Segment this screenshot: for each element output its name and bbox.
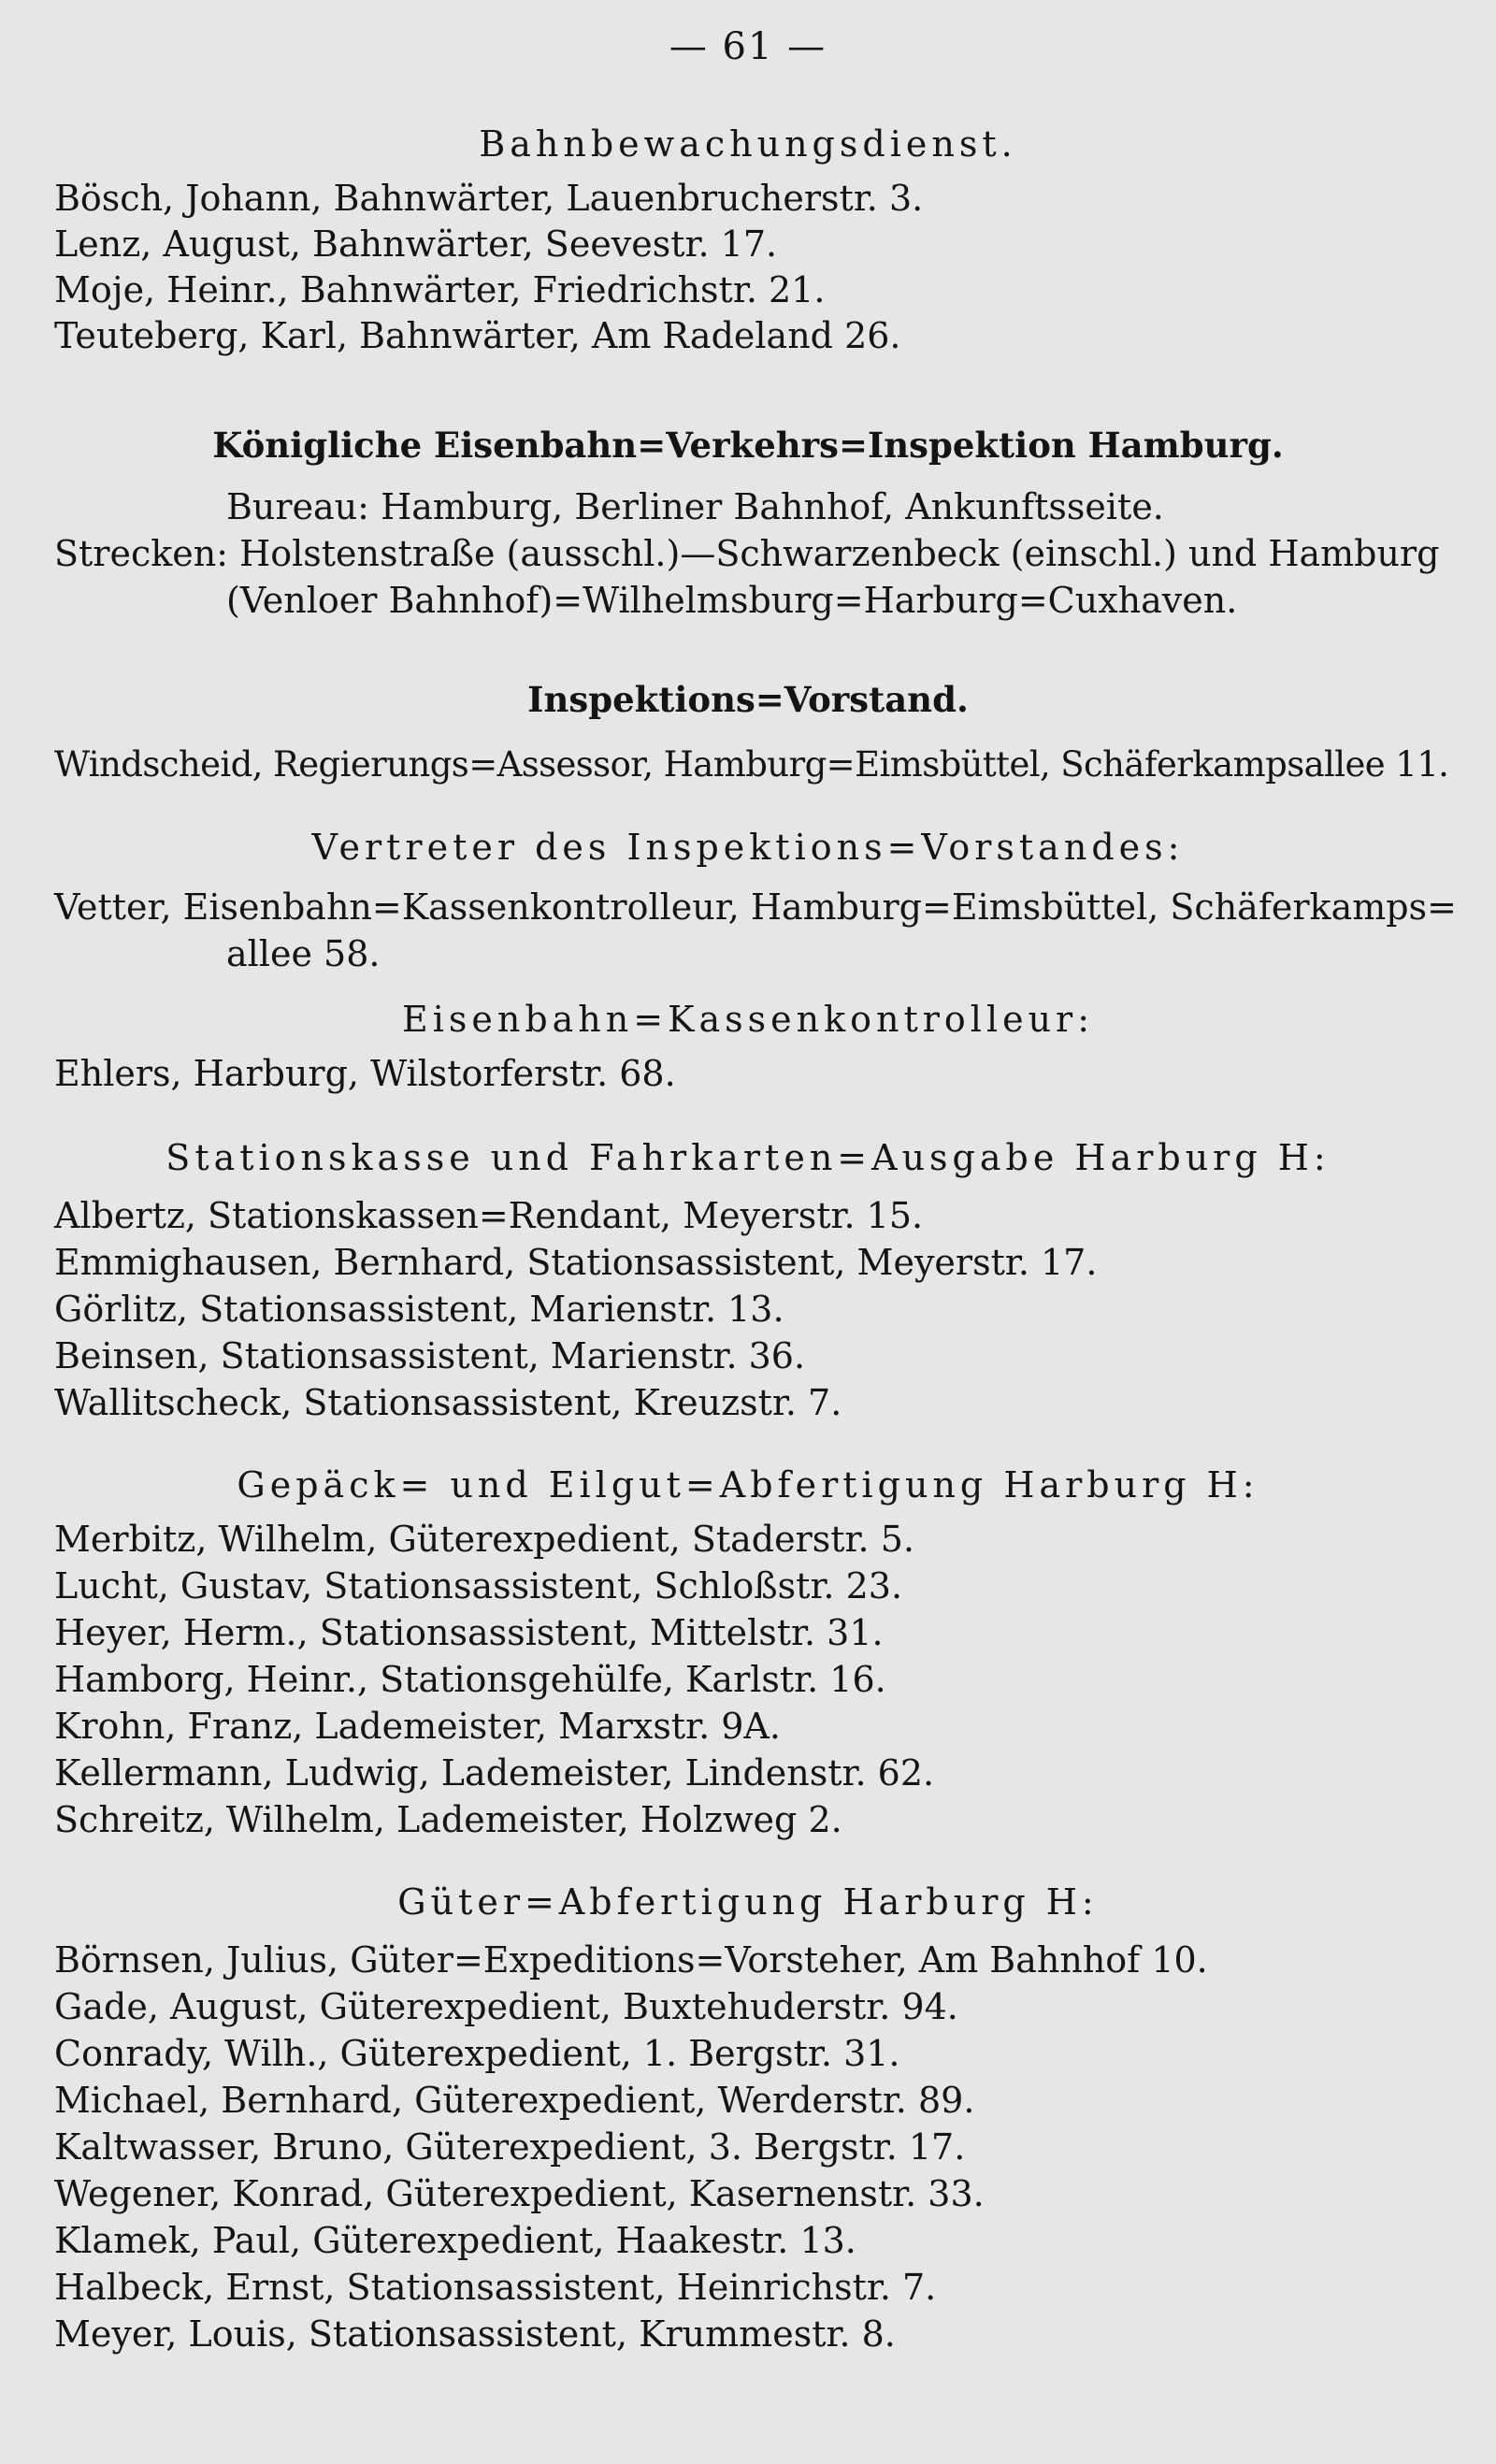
entry-line: Lenz, August, Bahnwärter, Seevestr. 17. bbox=[54, 223, 778, 265]
section-heading-inspektion bbox=[0, 423, 1496, 468]
section-heading-vertreter bbox=[0, 825, 1496, 870]
section-heading-kassenkontrolleur bbox=[0, 997, 1496, 1042]
bureau-line: Bureau: Hamburg, Berliner Bahnhof, Ankunftsseite. bbox=[226, 486, 1164, 527]
heading-text: Königliche Eisenbahn=Verkehrs=Inspektion Hamburg. bbox=[212, 425, 1284, 466]
heading-text: Güter=Abfertigung Harburg H: bbox=[397, 1881, 1099, 1923]
entry-line: Kaltwasser, Bruno, Güterexpedient, 3. Bergstr. 17. bbox=[54, 2126, 966, 2168]
entry-line: Krohn, Franz, Lademeister, Marxstr. 9A. bbox=[54, 1706, 781, 1747]
entry-line: Lucht, Gustav, Stationsassistent, Schloßstr. 23. bbox=[54, 1565, 903, 1607]
entry-line: Halbeck, Ernst, Stationsassistent, Heinrichstr. 7. bbox=[54, 2267, 937, 2308]
heading-text: Bahnbewachungsdienst. bbox=[479, 123, 1017, 165]
strecken-line: Strecken: Holstenstraße (ausschl.)—Schwarzenbeck (einschl.) und Hamburg bbox=[54, 533, 1440, 574]
heading-text: — 61 — bbox=[669, 25, 827, 68]
page-number bbox=[0, 24, 1496, 69]
heading-text: Gepäck= und Eilgut=Abfertigung Harburg H: bbox=[237, 1464, 1259, 1506]
entry-line: Görlitz, Stationsassistent, Marienstr. 13. bbox=[54, 1289, 784, 1330]
entry-line: Bösch, Johann, Bahnwärter, Lauenbrucherstr. 3. bbox=[54, 178, 924, 219]
entry-line: Teuteberg, Karl, Bahnwärter, Am Radeland 26. bbox=[54, 315, 901, 356]
entry-line: Moje, Heinr., Bahnwärter, Friedrichstr. 21. bbox=[54, 269, 826, 310]
entry-line: Beinsen, Stationsassistent, Marienstr. 36. bbox=[54, 1335, 806, 1376]
entry-line: Emmighausen, Bernhard, Stationsassistent, Meyerstr. 17. bbox=[54, 1242, 1098, 1283]
section-heading-gueter bbox=[0, 1880, 1496, 1924]
section-heading-vorstand bbox=[0, 677, 1496, 722]
entry-line: Merbitz, Wilhelm, Güterexpedient, Staderstr. 5. bbox=[54, 1519, 914, 1560]
entry-line: Börnsen, Julius, Güter=Expeditions=Vorsteher, Am Bahnhof 10. bbox=[54, 1939, 1208, 1981]
entry-line: Wegener, Konrad, Güterexpedient, Kasernenstr. 33. bbox=[54, 2173, 985, 2214]
entry-line: Michael, Bernhard, Güterexpedient, Werderstr. 89. bbox=[54, 2080, 975, 2121]
heading-text: Stationskasse und Fahrkarten=Ausgabe Harburg H: bbox=[165, 1137, 1331, 1178]
entry-line: Windscheid, Regierungs=Assessor, Hamburg=Eimsbüttel, Schäferkampsallee 11. bbox=[54, 744, 1449, 785]
entry-line-continued: allee 58. bbox=[226, 933, 381, 974]
entry-line: Hamborg, Heinr., Stationsgehülfe, Karlstr. 16. bbox=[54, 1659, 886, 1700]
entry-line: Meyer, Louis, Stationsassistent, Krummestr. 8. bbox=[54, 2313, 896, 2355]
entry-line: Gade, August, Güterexpedient, Buxtehuderstr. 94. bbox=[54, 1986, 958, 2027]
heading-text: Eisenbahn=Kassenkontrolleur: bbox=[401, 999, 1095, 1040]
section-heading-stationskasse bbox=[0, 1135, 1496, 1180]
strecken-line-continued: (Venloer Bahnhof)=Wilhelmsburg=Harburg=Cuxhaven. bbox=[226, 580, 1238, 621]
entry-line: Albertz, Stationskassen=Rendant, Meyerstr. 15. bbox=[54, 1195, 924, 1236]
entry-line: Conrady, Wilh., Güterexpedient, 1. Bergstr. 31. bbox=[54, 2033, 900, 2074]
entry-line: Ehlers, Harburg, Wilstorferstr. 68. bbox=[54, 1053, 676, 1094]
entry-line: Heyer, Herm., Stationsassistent, Mittelstr. 31. bbox=[54, 1612, 884, 1653]
entry-line: Schreitz, Wilhelm, Lademeister, Holzweg 2. bbox=[54, 1799, 842, 1840]
section-heading-bahnbewachung bbox=[0, 122, 1496, 166]
entry-line: Klamek, Paul, Güterexpedient, Haakestr. 13. bbox=[54, 2220, 856, 2261]
entry-line: Wallitscheck, Stationsassistent, Kreuzstr. 7. bbox=[54, 1382, 842, 1423]
heading-text: Inspektions=Vorstand. bbox=[527, 679, 969, 720]
section-heading-gepaeck bbox=[0, 1463, 1496, 1507]
entry-line: Vetter, Eisenbahn=Kassenkontrolleur, Hamburg=Eimsbüttel, Schäferkamps= bbox=[54, 886, 1457, 928]
heading-text: Vertreter des Inspektions=Vorstandes: bbox=[311, 827, 1185, 868]
entry-line: Kellermann, Ludwig, Lademeister, Lindenstr. 62. bbox=[54, 1752, 935, 1794]
